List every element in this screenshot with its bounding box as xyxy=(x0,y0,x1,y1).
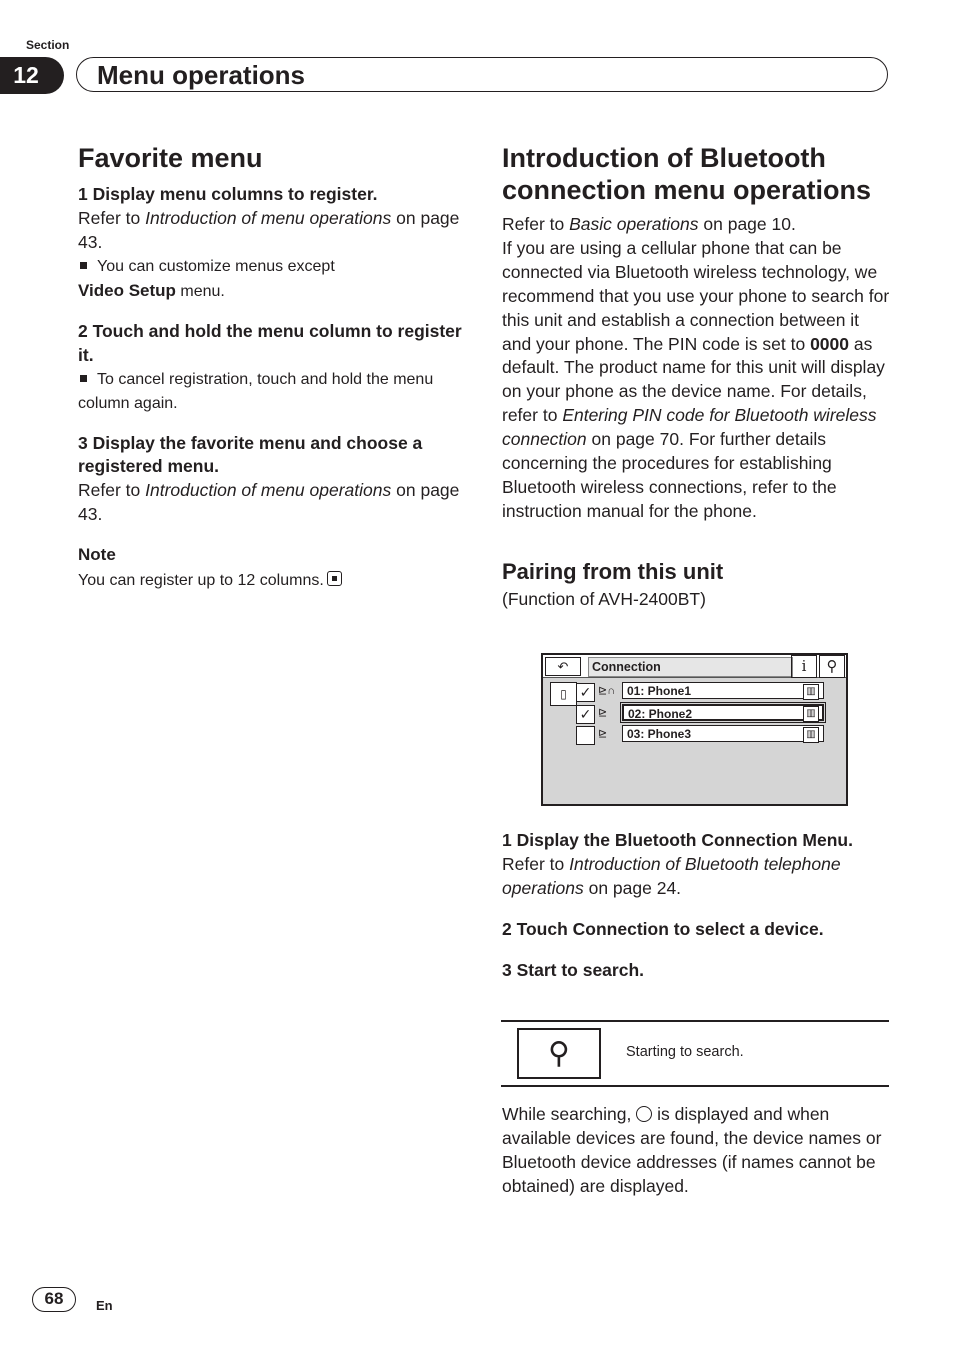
device-row[interactable] xyxy=(576,726,838,746)
info-icon[interactable]: i xyxy=(791,655,817,678)
device-name-selected[interactable]: 02: Phone2 xyxy=(622,704,824,721)
device-name[interactable]: 03: Phone3 xyxy=(622,725,824,742)
screen-top-bar xyxy=(543,655,846,678)
right-step3-title: 3 Start to search. xyxy=(502,959,644,980)
screen-title: Connection xyxy=(588,657,793,677)
left-step3-title: 3 Display the favorite menu and choose a registered menu. xyxy=(78,432,423,477)
device-checkbox[interactable]: ✓ xyxy=(576,683,595,702)
searching-spinner-icon xyxy=(636,1106,652,1122)
left-column xyxy=(78,142,468,593)
right-intro-paragraph: If you are using a cellular phone that can be connected via Bluetooth wireless technology, we recommend that you use your phone to search for this unit and establish a connection between it and your phone. The PIN code is set to 0000 as default. The product name for this unit will display on your phone as the device name. For details, refer to Entering PIN code for Bluetooth wireless connection on page 70. For further details concerning the procedures for establishing Bluetooth wireless connections, refer to the instruction manual for the phone. xyxy=(502,237,890,521)
left-step2-bullet: To cancel registration, touch and hold the menu column again. xyxy=(78,370,434,412)
device-checkbox[interactable]: ✓ xyxy=(576,705,595,724)
back-icon[interactable]: ↶ xyxy=(545,657,581,676)
function-note: (Function of AVH-2400BT) xyxy=(502,588,706,609)
device-row[interactable] xyxy=(576,705,838,725)
right-steps xyxy=(502,829,892,983)
trash-icon[interactable]: ▥ xyxy=(803,684,819,700)
phone-icon: ▯ xyxy=(550,682,577,706)
device-name[interactable]: 01: Phone1 xyxy=(622,682,824,699)
page-number: 68 xyxy=(32,1287,76,1312)
search-table xyxy=(501,1020,889,1087)
left-step1-refer: Refer to Introduction of menu operations on page 43. xyxy=(78,207,460,252)
left-step2-title: 2 Touch and hold the menu column to register it. xyxy=(78,320,462,365)
note-heading: Note xyxy=(78,545,116,565)
device-checkbox[interactable] xyxy=(576,726,595,745)
right-column xyxy=(502,142,892,612)
trash-icon[interactable]: ▥ xyxy=(803,727,819,743)
note-text: You can register up to 12 columns. xyxy=(78,569,468,593)
bluetooth-status-icon: ⊵ xyxy=(598,707,608,719)
section-number-badge: 12 xyxy=(0,57,64,94)
bluetooth-intro-heading: Introduction of Bluetooth connection menu operations xyxy=(502,143,872,205)
search-table-text: Starting to search. xyxy=(626,1044,744,1060)
right-step2-title: 2 Touch Connection to select a device. xyxy=(502,918,824,939)
bluetooth-status-icon: ⊵ xyxy=(598,728,608,740)
language-code: En xyxy=(96,1298,113,1313)
trash-icon[interactable]: ▥ xyxy=(803,706,819,722)
end-mark-icon xyxy=(327,571,342,586)
right-step1-title: 1 Display the Bluetooth Connection Menu. xyxy=(502,830,853,850)
left-step1-bullet: You can customize menus except Video Setup menu. xyxy=(78,257,335,300)
section-label: Section xyxy=(26,38,70,52)
searching-paragraph: While searching, is displayed and when available devices are found, the device names or Bluetooth device addresses (if names cannot be obtained) are displayed. xyxy=(502,1104,882,1196)
left-step3-refer: Refer to Introduction of menu operations on page 43. xyxy=(78,480,460,525)
search-icon[interactable]: ⚲ xyxy=(819,655,845,678)
section-title: Menu operations xyxy=(97,60,306,90)
right-refer-basic: Refer to Basic operations on page 10. xyxy=(502,214,796,234)
left-step1-title: 1 Display menu columns to register. xyxy=(78,184,378,204)
favorite-menu-heading: Favorite menu xyxy=(78,143,263,173)
connection-screen xyxy=(541,653,848,806)
device-row[interactable] xyxy=(576,683,838,703)
right-step1-refer: Refer to Introduction of Bluetooth telephone operations on page 24. xyxy=(502,853,841,898)
pairing-subheading: Pairing from this unit xyxy=(502,558,724,584)
bluetooth-status-icon: ⊵∩ xyxy=(598,685,616,697)
search-key-icon: ⚲ xyxy=(517,1028,601,1079)
right-final xyxy=(502,1103,892,1199)
